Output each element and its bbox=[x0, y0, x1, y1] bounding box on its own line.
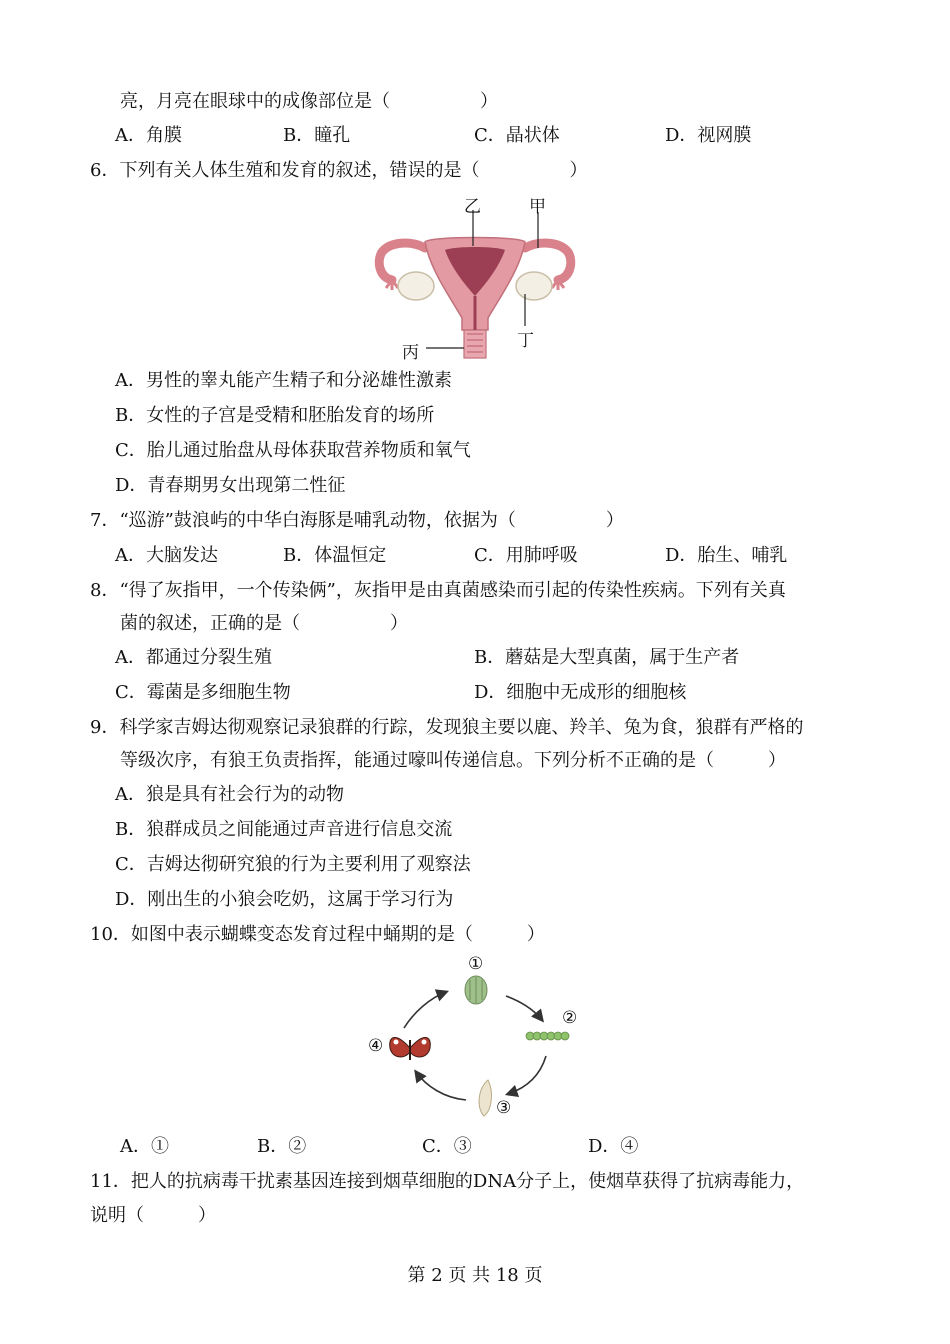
q7-stem: 7．“巡游”鼓浪屿的中华白海豚是哺乳动物，依据为（ ） bbox=[90, 510, 624, 531]
q7-option-d: D．胎生、哺乳 bbox=[665, 545, 788, 566]
q6-option-d: D．青春期男女出现第二性征 bbox=[115, 475, 346, 496]
q10-option-b: B．② bbox=[257, 1136, 307, 1157]
q5-option-a: A．角膜 bbox=[115, 125, 182, 146]
q7-option-a: A．大脑发达 bbox=[115, 545, 218, 566]
q10-option-a: A．① bbox=[120, 1136, 169, 1157]
q9-option-c: C．吉姆达彻研究狼的行为主要利用了观察法 bbox=[115, 854, 471, 875]
q11-stem-line1: 11．把人的抗病毒干扰素基因连接到烟草细胞的DNA分子上，使烟草获得了抗病毒能力， bbox=[90, 1171, 805, 1192]
q10-option-c: C．③ bbox=[422, 1136, 472, 1157]
q8-option-d: D．细胞中无成形的细胞核 bbox=[474, 682, 687, 703]
label-bing: 丙 bbox=[402, 343, 419, 363]
q5-stem-continuation: 亮，月亮在眼球中的成像部位是（ ） bbox=[120, 91, 498, 112]
q8-option-a: A．都通过分裂生殖 bbox=[115, 647, 272, 668]
q8-option-c: C．霉菌是多细胞生物 bbox=[115, 682, 291, 703]
q7-option-c: C．用肺呼吸 bbox=[474, 545, 578, 566]
label-stage-4: ④ bbox=[368, 1036, 384, 1056]
label-stage-3: ③ bbox=[496, 1098, 512, 1118]
q8-option-b: B．蘑菇是大型真菌，属于生产者 bbox=[474, 647, 740, 668]
label-ding: 丁 bbox=[517, 331, 534, 351]
q7-option-b: B．体温恒定 bbox=[283, 545, 387, 566]
page-footer: 第 2 页 共 18 页 bbox=[407, 1265, 543, 1286]
q6-stem: 6．下列有关人体生殖和发育的叙述，错误的是（ ） bbox=[90, 160, 588, 181]
q5-option-d: D．视网膜 bbox=[665, 125, 752, 146]
q10-option-d: D．④ bbox=[588, 1136, 639, 1157]
q9-option-d: D．刚出生的小狼会吃奶，这属于学习行为 bbox=[115, 889, 454, 910]
q5-option-c: C．晶状体 bbox=[474, 125, 560, 146]
label-stage-2: ② bbox=[562, 1008, 578, 1028]
q9-stem-line1: 9．科学家吉姆达彻观察记录狼群的行踪，发现狼主要以鹿、羚羊、兔为食，狼群有严格的 bbox=[90, 717, 804, 738]
q9-option-a: A．狼是具有社会行为的动物 bbox=[115, 784, 344, 805]
q11-stem-line2: 说明（ ） bbox=[90, 1205, 216, 1226]
q8-stem-line2: 菌的叙述，正确的是（ ） bbox=[120, 613, 408, 634]
uterus-diagram bbox=[370, 190, 580, 362]
butterfly-lifecycle-diagram bbox=[360, 952, 590, 1124]
q6-option-b: B．女性的子宫是受精和胚胎发育的场所 bbox=[115, 405, 435, 426]
label-yi: 乙 bbox=[464, 197, 481, 217]
q6-option-c: C．胎儿通过胎盘从母体获取营养物质和氧气 bbox=[115, 440, 471, 461]
label-jia: 甲 bbox=[529, 197, 546, 217]
label-stage-1: ① bbox=[468, 954, 484, 974]
q9-option-b: B．狼群成员之间能通过声音进行信息交流 bbox=[115, 819, 453, 840]
q6-option-a: A．男性的睾丸能产生精子和分泌雄性激素 bbox=[115, 370, 452, 391]
q10-stem: 10．如图中表示蝴蝶变态发育过程中蛹期的是（ ） bbox=[90, 924, 545, 945]
q5-option-b: B．瞳孔 bbox=[283, 125, 351, 146]
q9-stem-line2: 等级次序，有狼王负责指挥，能通过嚎叫传递信息。下列分析不正确的是（ ） bbox=[120, 750, 786, 771]
q8-stem-line1: 8．“得了灰指甲，一个传染俩”，灰指甲是由真菌感染而引起的传染性疾病。下列有关真 bbox=[90, 580, 786, 601]
